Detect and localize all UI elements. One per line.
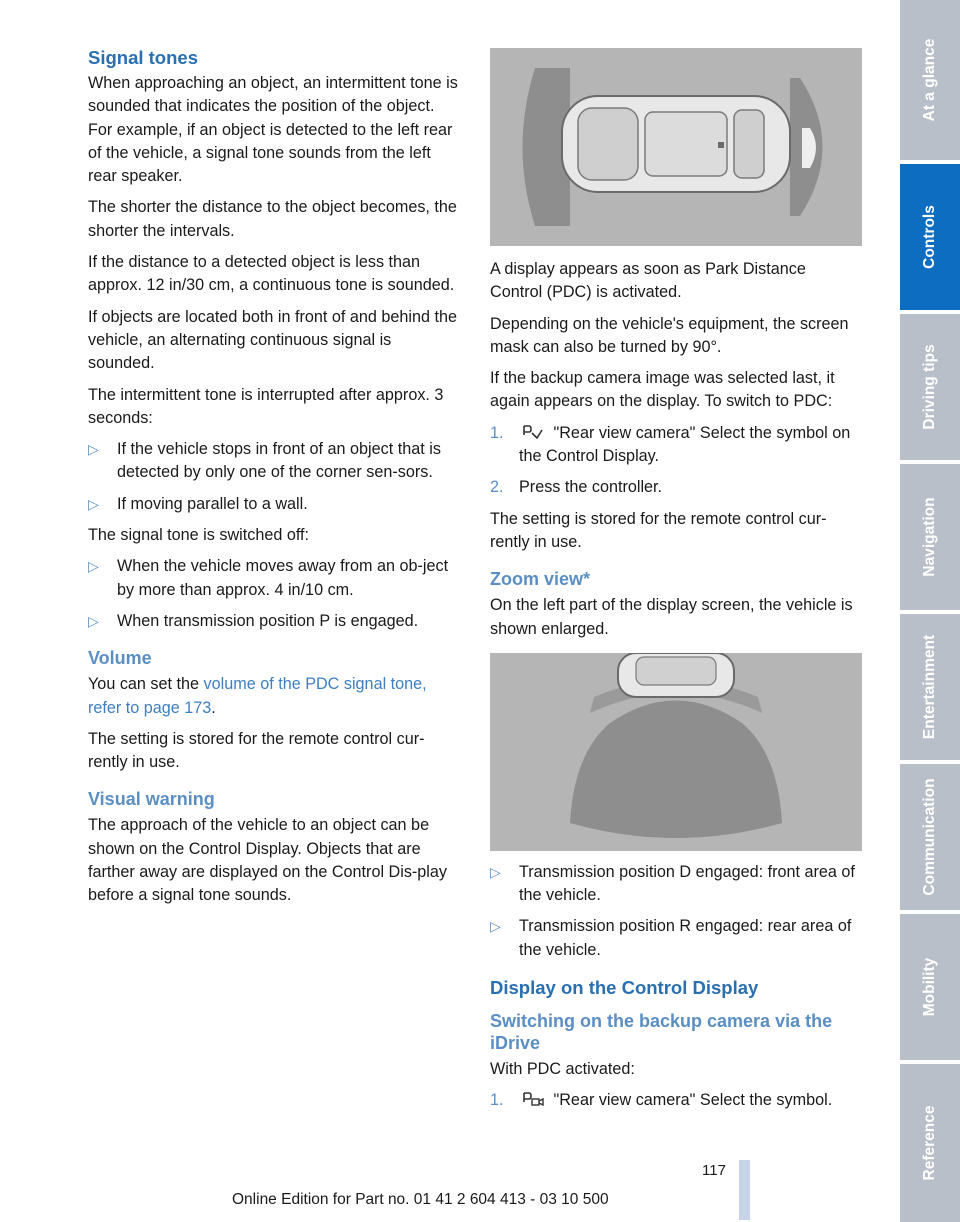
paragraph: If objects are located both in front of and behind the vehicle, an alternating continuous signal is sounded. xyxy=(88,307,457,373)
heading-switching-backup-camera: Switching on the backup camera via the iDrive xyxy=(490,1011,833,1054)
tab-controls[interactable] xyxy=(900,164,960,310)
paragraph xyxy=(88,673,462,720)
heading-display: Display on the Control Display xyxy=(490,977,759,999)
pdc-symbol-icon xyxy=(519,424,545,440)
heading-signal-tones: Signal tones xyxy=(88,47,198,68)
tab-navigation[interactable] xyxy=(900,464,960,610)
list-item xyxy=(88,438,462,485)
tab-at-a-glance[interactable] xyxy=(900,0,960,160)
paragraph: When approaching an object, an intermittent tone is sounded that indicates the position of the object. For example, if an object is detected to the left rear of the vehicle, a signal tone sounds from the left rear speaker. xyxy=(88,74,458,186)
list-item-text: "Rear view camera" Select the symbol. xyxy=(553,1091,833,1110)
step-number: 2. xyxy=(490,478,504,497)
paragraph: On the left part of the display screen, the vehicle is shown enlarged. xyxy=(490,596,853,638)
bullet-triangle-icon: ▷ xyxy=(88,441,99,458)
text: . xyxy=(211,698,216,717)
paragraph: If the backup camera image was selected last, it again appears on the display. To switch to PDC: xyxy=(490,369,835,411)
tab-label: At a glance xyxy=(921,38,938,122)
pdc-display-figure xyxy=(490,48,862,246)
tab-driving-tips[interactable] xyxy=(900,314,960,460)
list-item-text: Transmission position D engaged: front area of the vehicle. xyxy=(519,862,855,905)
chapter-tabs xyxy=(900,0,960,1222)
tab-label: Reference xyxy=(921,1105,938,1181)
list-item xyxy=(490,422,862,469)
paragraph: The approach of the vehicle to an object can be shown on the Control Display. Objects that are farther away are displayed on the Control Dis-play before a signal tone sounds. xyxy=(88,816,448,905)
zoom-vehicle-illustration xyxy=(490,653,862,851)
heading-zoom-view: Zoom view* xyxy=(490,569,591,590)
text: You can set the xyxy=(88,675,204,694)
rear-view-camera-icon xyxy=(519,1091,545,1107)
list-item-text: If the vehicle stops in front of an object that is detected by only one of the corner sen-sors. xyxy=(117,440,441,482)
list-item xyxy=(88,610,462,633)
page-footer xyxy=(0,1160,900,1222)
list-item xyxy=(490,861,862,908)
volume-link[interactable]: volume of the PDC signal tone, refer to page 173 xyxy=(88,675,427,717)
paragraph: The shorter the distance to the object becomes, the shorter the intervals. xyxy=(88,198,457,240)
left-column xyxy=(88,46,462,916)
list-item-text: Transmission position R engaged: rear area of the vehicle. xyxy=(519,917,852,959)
list-item xyxy=(490,915,862,962)
bullet-triangle-icon: ▷ xyxy=(88,612,99,629)
bullet-triangle-icon: ▷ xyxy=(490,918,501,935)
tab-label: Mobility xyxy=(921,957,938,1017)
list-item-text: If moving parallel to a wall. xyxy=(117,494,308,513)
step-number: 1. xyxy=(490,1091,504,1110)
tab-reference[interactable] xyxy=(900,1064,960,1222)
bullet-triangle-icon: ▷ xyxy=(490,863,501,880)
tab-label: Driving tips xyxy=(921,344,938,430)
list-item xyxy=(490,476,862,499)
list-item-text: Press the controller. xyxy=(519,478,663,497)
list-item-text: "Rear view camera" Select the symbol on the Control Display. xyxy=(519,423,851,466)
list-item xyxy=(88,555,462,602)
zoom-view-figure xyxy=(490,653,862,851)
paragraph: If the distance to a detected object is less than approx. 12 in/30 cm, a continuous tone is sounded. xyxy=(88,253,455,295)
list-item xyxy=(490,1089,862,1112)
bullet-triangle-icon: ▷ xyxy=(88,495,99,512)
right-column xyxy=(490,46,862,1121)
paragraph: The signal tone is switched off: xyxy=(88,526,310,545)
edition-text: Online Edition for Part no. 01 41 2 604 413 - 03 10 500 xyxy=(232,1191,609,1208)
heading-volume: Volume xyxy=(88,648,152,669)
tab-label: Communication xyxy=(921,778,938,896)
tab-label: Navigation xyxy=(921,497,938,577)
tab-communication[interactable] xyxy=(900,764,960,910)
pdc-vehicle-illustration xyxy=(490,48,862,246)
tab-label: Controls xyxy=(921,205,938,269)
tab-entertainment[interactable] xyxy=(900,614,960,760)
paragraph: Depending on the vehicle's equipment, the screen mask can also be turned by 90°. xyxy=(490,314,849,356)
list-item xyxy=(88,493,462,516)
tab-label: Entertainment xyxy=(921,634,938,740)
paragraph: The setting is stored for the remote control cur-rently in use. xyxy=(88,729,425,772)
list-item-text: When transmission position P is engaged. xyxy=(117,611,419,630)
paragraph: The intermittent tone is interrupted after approx. 3 seconds: xyxy=(88,385,444,427)
tab-mobility[interactable] xyxy=(900,914,960,1060)
page-number: 117 xyxy=(702,1162,726,1179)
step-number: 1. xyxy=(490,423,504,442)
list-item-text: When the vehicle moves away from an ob-ject by more than approx. 4 in/10 cm. xyxy=(117,557,449,599)
heading-visual-warning: Visual warning xyxy=(88,789,215,810)
paragraph: With PDC activated: xyxy=(490,1060,635,1079)
paragraph: A display appears as soon as Park Distance Control (PDC) is activated. xyxy=(490,260,806,302)
page-marker-bar xyxy=(739,1160,750,1220)
bullet-triangle-icon: ▷ xyxy=(88,558,99,575)
paragraph: The setting is stored for the remote control cur-rently in use. xyxy=(490,509,827,551)
